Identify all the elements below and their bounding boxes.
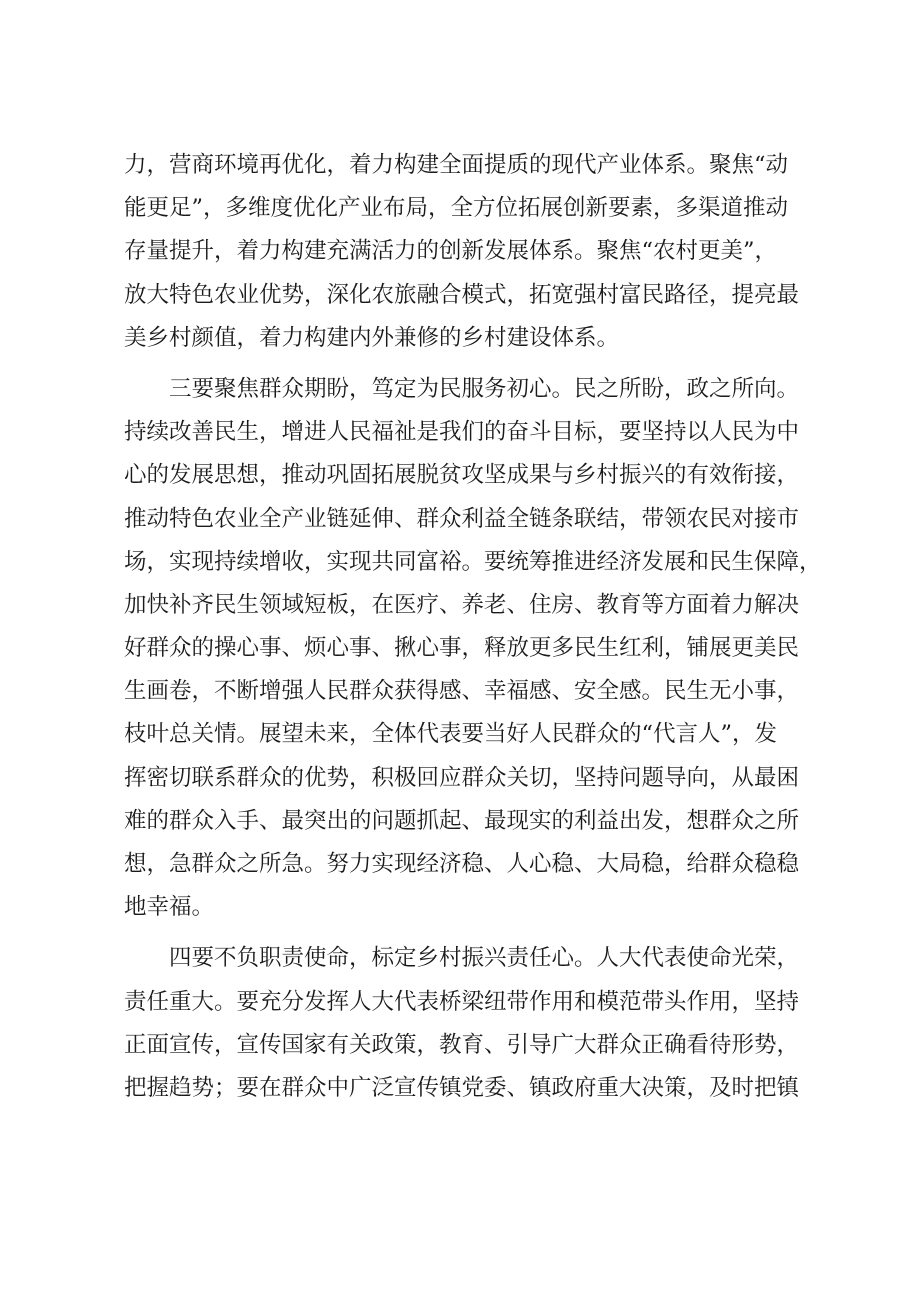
text-line: 存量提升，着力构建充满活力的创新发展体系。聚焦“农村更美”， [124,238,778,265]
text-line: 枝叶总关情。展望未来，全体代表要当好人民群众的“代言人”，发 [124,721,778,748]
text-line: 力，营商环境再优化，着力构建全面提质的现代产业体系。聚焦“动 [124,152,789,178]
text-line: 三要聚焦群众期盼，笃定为民服务初心。民之所盼，政之所向。 [124,375,800,402]
text-line: 推动特色农业全产业链延伸、群众利益全链条联结，带领农民对接市 [124,505,800,532]
text-line: 把握趋势；要在群众中广泛宣传镇党委、镇政府重大决策，及时把镇 [124,1074,800,1101]
paragraph-2 [124,368,822,929]
text-line: 难的群众入手、最突出的问题抓起、最现实的利益出发，想群众之所 [124,807,800,834]
text-line: 心的发展思想，推动巩固拓展脱贫攻坚成果与乡村振兴的有效衔接， [124,462,800,489]
text-line: 场，实现持续增收，实现共同富裕。要统筹推进经济发展和民生保障， [124,548,822,575]
text-line: 挥密切联系群众的优势，积极回应群众关切，坚持问题导向，从最困 [124,764,800,791]
text-line: 放大特色农业优势，深化农旅融合模式，拓宽强村富民路径，提亮最 [124,281,800,308]
text-line: 生画卷，不断增强人民群众获得感、幸福感、安全感。民生无小事， [124,678,800,705]
text-line: 加快补齐民生领域短板，在医疗、养老、住房、教育等方面着力解决 [124,591,800,618]
paragraph-spacer [124,929,800,937]
text-line: 正面宣传，宣传国家有关政策，教育、引导广大群众正确看待形势， [124,1031,800,1058]
text-line: 美乡村颜值，着力构建内外兼修的乡村建设体系。 [124,324,620,351]
text-line: 想，急群众之所急。努力实现经济稳、人心稳、大局稳，给群众稳稳 [124,851,800,877]
paragraph-1 [124,144,800,360]
text-line: 地幸福。 [124,894,215,921]
text-line: 能更足”，多维度优化产业布局，全方位拓展创新要素，多渠道推动 [124,195,789,222]
text-line: 好群众的操心事、烦心事、揪心事，释放更多民生红利，铺展更美民 [124,635,800,662]
document-body [124,144,822,1110]
text-line: 责任重大。要充分发挥人大代表桥梁纽带作用和模范带头作用，坚持 [124,988,800,1015]
text-line: 四要不负职责使命，标定乡村振兴责任心。人大代表使命光荣， [124,945,800,972]
paragraph-spacer [124,360,800,368]
paragraph-3 [124,937,800,1110]
text-line: 持续改善民生，增进人民福祉是我们的奋斗目标，要坚持以人民为中 [124,419,800,446]
